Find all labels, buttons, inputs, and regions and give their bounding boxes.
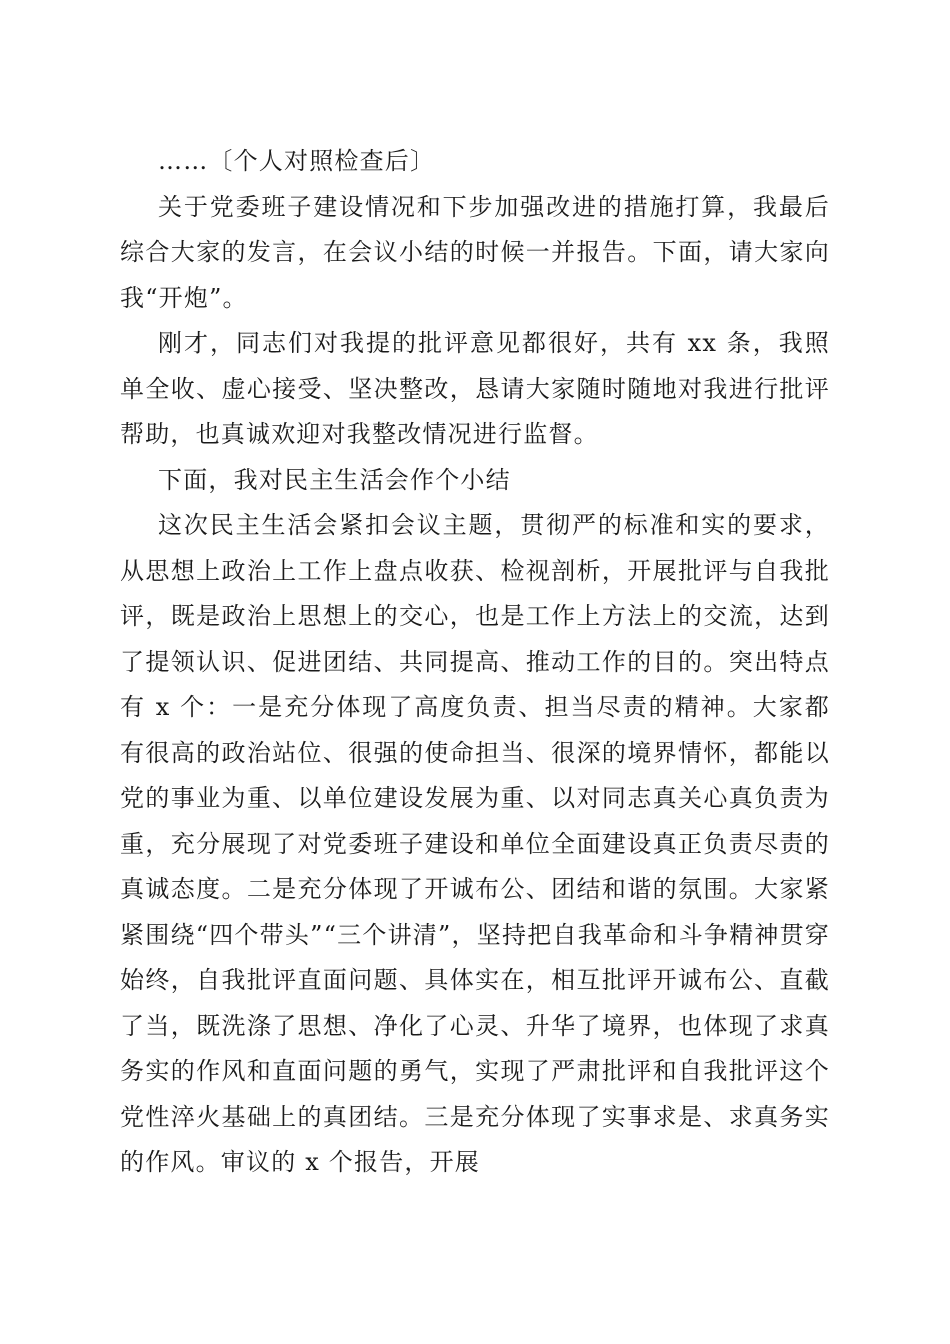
document-body <box>120 139 830 1186</box>
paragraph-meeting-summary: 这次民主生活会紧扣会议主题，贯彻严的标准和实的要求，从思想上政治上工作上盘点收获、检视剖析，开展批评与自我批评，既是政治上思想上的交心，也是工作上方法上的交流，达到了提领认识、促进团结、共同提高、推动工作的目的。突出特点有 x 个：一是充分体现了高度负责、担当尽责的精神。大家都有很高的政治站位、很强的使命担当、很深的境界情怀，都能以党的事业为重、以单位建设发展为重、以对同志真关心真负责为重，充分展现了对党委班子建设和单位全面建设真正负责尽责的真诚态度。二是充分体现了开诚布公、团结和谐的氛围。大家紧紧围绕“四个带头”“三个讲清”，坚持把自我革命和斗争精神贯穿始终，自我批评直面问题、具体实在，相互批评开诚布公、直截了当，既洗涤了思想、净化了心灵、升华了境界，也体现了求真务实的作风和直面问题的勇气，实现了严肃批评和自我批评这个党性淬火基础上的真团结。三是充分体现了实事求是、求真务实的作风。审议的 x 个报告，开展 <box>120 511 830 1176</box>
paragraph-summary-intro: 下面，我对民主生活会作个小结 <box>158 465 511 494</box>
paragraph-criticism-accepted: 刚才，同志们对我提的批评意见都很好，共有 xx 条，我照单全收、虚心接受、坚决整改，恳请大家随时随地对我进行批评帮助，也真诚欢迎对我整改情况进行监督。 <box>120 329 830 448</box>
paragraph-committee-building: 关于党委班子建设情况和下步加强改进的措施打算，我最后综合大家的发言，在会议小结的时候一并报告。下面，请大家向我“开炮”。 <box>120 192 830 312</box>
paragraph-after-self-review: ……〔个人对照检查后〕 <box>158 147 436 175</box>
